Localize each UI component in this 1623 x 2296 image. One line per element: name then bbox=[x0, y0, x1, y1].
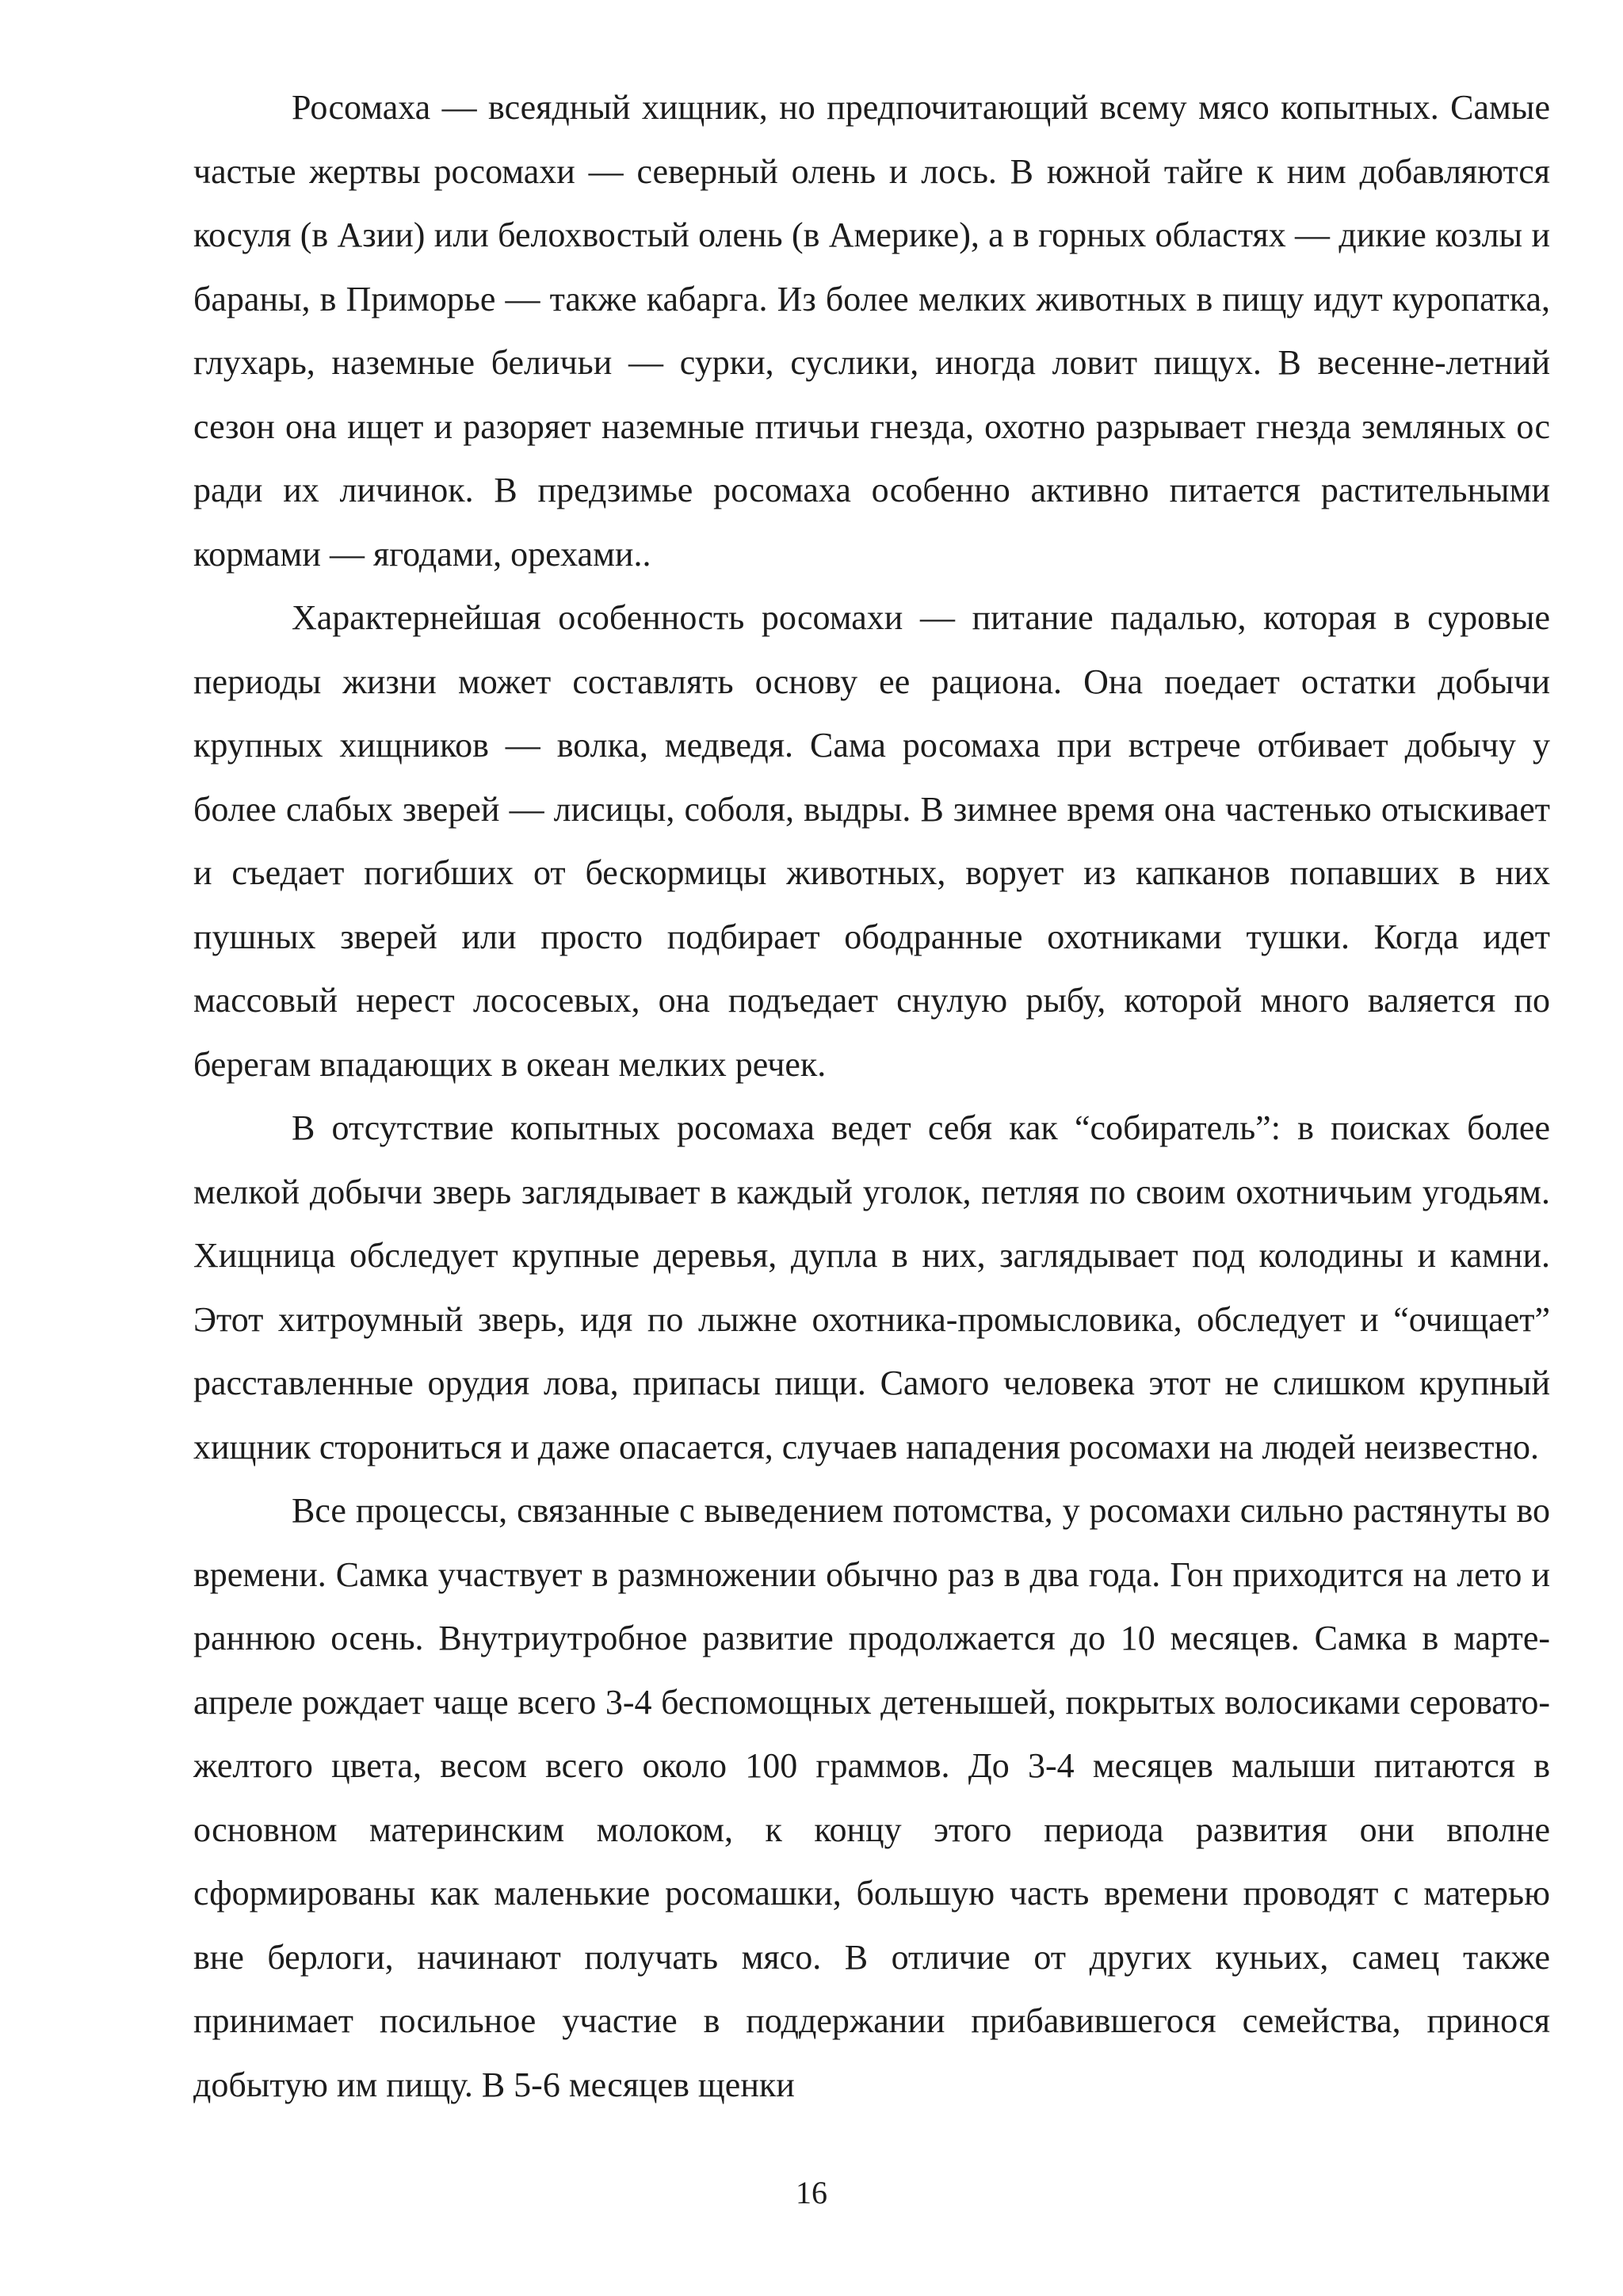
page-number: 16 bbox=[796, 2175, 827, 2210]
paragraph-foraging: В отсутствие копытных росомаха ведет себя как “собиратель”: в поисках более мелкой добычи зверь заглядывает в каждый уголок, петляя по своим охотничьим угодьям. Хищница обследует крупные деревья, дупла в них, заглядывает под колодины и камни. Этот хитроумный зверь, идя по лыжне охотника-промысловика, обследует и “очищает” расставленные орудия лова, припасы пищи. Самого человека этот не слишком крупный хищник сторониться и даже опасается, случаев нападения росомахи на людей неизвестно. bbox=[193, 1108, 1550, 1466]
body-text bbox=[193, 76, 1550, 2117]
paragraph-reproduction: Все процессы, связанные с выведением потомства, у росомахи сильно растянуты во времени. Самка участвует в размножении обычно раз в два года. Гон приходится на лето и раннюю осень. Внутриутробное развитие продолжается до 10 месяцев. Самка в марте-апреле рождает чаще всего 3-4 беспомощных детенышей, покрытых волосиками серовато-желтого цвета, весом всего около 100 граммов. До 3-4 месяцев малыши питаются в основном материнским молоком, к концу этого периода развития они вполне сформированы как маленькие росомашки, большую часть времени проводят с матерью вне берлоги, начинают получать мясо. В отличие от других куньих, самец также принимает посильное участие в поддержании прибавившегося семейства, принося добытую им пищу. В 5-6 месяцев щенки bbox=[193, 1491, 1550, 2104]
paragraph-carrion: Характернейшая особенность росомахи — питание падалью, которая в суровые периоды жизни может составлять основу ее рациона. Она поедает остатки добычи крупных хищников — волка, медведя. Сама росомаха при встрече отбивает добычу у более слабых зверей — лисицы, соболя, выдры. В зимнее время она частенько отыскивает и съедает погибших от бескормицы животных, ворует из капканов попавших в них пушных зверей или просто подбирает ободранные охотниками тушки. Когда идет массовый нерест лососевых, она подъедает снулую рыбу, которой много валяется по берегам впадающих в океан мелких речек. bbox=[193, 598, 1550, 1084]
paragraph-diet: Росомаха — всеядный хищник, но предпочитающий всему мясо копытных. Самые частые жертвы росомахи — северный олень и лось. В южной тайге к ним добавляются косуля (в Азии) или белохвостый олень (в Америке), а в горных областях — дикие козлы и бараны, в Приморье — также кабарга. Из более мелких животных в пищу идут куропатка, глухарь, наземные беличьи — сурки, суслики, иногда ловит пищух. В весенне-летний сезон она ищет и разоряет наземные птичьи гнезда, охотно разрывает гнезда земляных ос ради их личинок. В предзимье росомаха особенно активно питается растительными кормами — ягодами, орехами.. bbox=[193, 88, 1550, 574]
